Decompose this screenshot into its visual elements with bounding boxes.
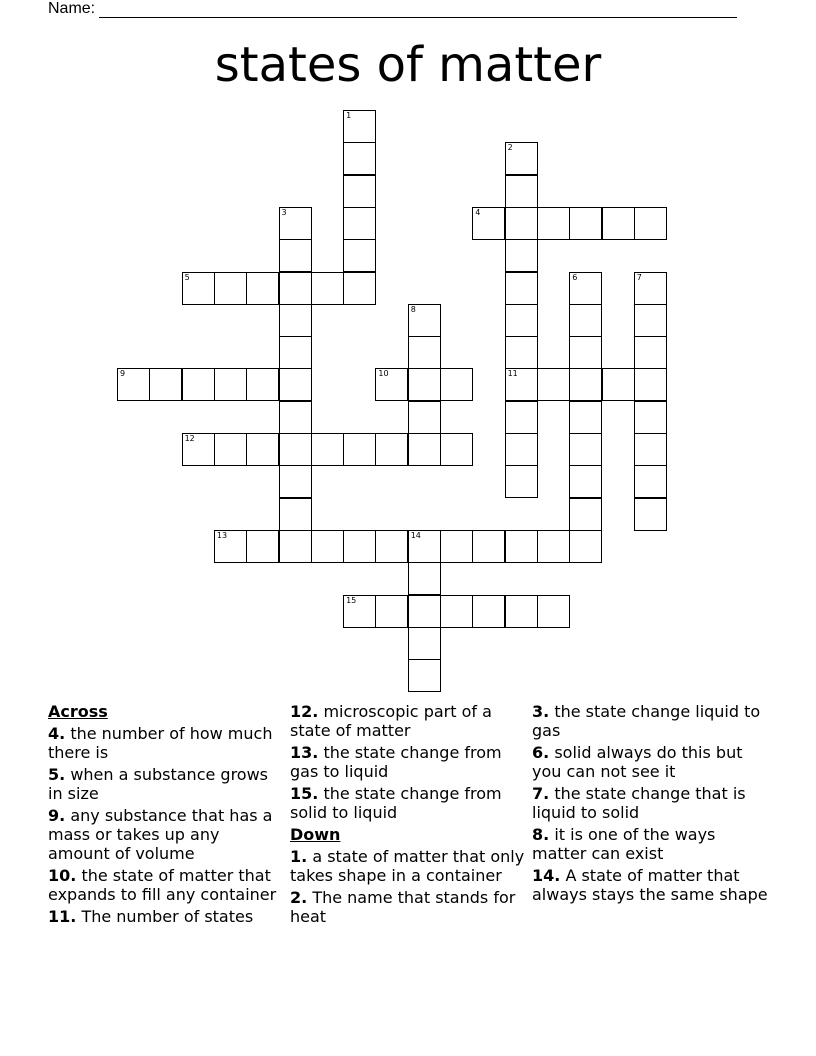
grid-cell[interactable] — [279, 336, 312, 369]
cell-number: 15 — [346, 595, 357, 605]
clue-across-11: 11. The number of states — [48, 907, 254, 926]
cell-number: 9 — [120, 369, 126, 379]
clue-across-13: 13. the state change from gas to liquid — [290, 743, 502, 781]
grid-cell[interactable] — [569, 401, 602, 434]
grid-cell[interactable] — [569, 530, 602, 563]
grid-cell[interactable] — [505, 401, 538, 434]
grid-cell[interactable] — [279, 401, 312, 434]
clues-column-1 — [48, 702, 286, 929]
grid-cell[interactable] — [569, 465, 602, 498]
grid-cell[interactable] — [472, 530, 505, 563]
grid-cell[interactable] — [634, 272, 667, 305]
grid-cell[interactable] — [505, 207, 538, 240]
cell-number: 12 — [184, 434, 195, 443]
grid-cell[interactable] — [408, 368, 441, 401]
grid-cell[interactable] — [375, 595, 408, 628]
grid-cell[interactable] — [375, 368, 408, 401]
clue-across-12: 12. microscopic part of a state of matter — [290, 702, 492, 740]
cell-number: 3 — [281, 207, 287, 217]
cell-number: 4 — [475, 207, 481, 217]
across-heading: Across — [48, 702, 108, 721]
grid-cell[interactable] — [343, 239, 376, 272]
grid-cell[interactable] — [246, 433, 279, 466]
grid-cell[interactable] — [408, 627, 441, 660]
cell-number: 5 — [184, 272, 190, 282]
cell-number: 7 — [636, 272, 642, 282]
grid-cell[interactable] — [279, 272, 312, 305]
cell-number: 8 — [410, 304, 416, 314]
grid-cell[interactable] — [408, 304, 441, 337]
grid-cell[interactable] — [343, 530, 376, 563]
grid-cell[interactable] — [505, 272, 538, 305]
grid-cell[interactable] — [343, 272, 376, 305]
grid-cell[interactable] — [634, 433, 667, 466]
grid-cell[interactable] — [472, 207, 505, 240]
clue-across-9: 9. any substance that has a mass or takes up any amount of volume — [48, 806, 273, 863]
grid-cell[interactable] — [343, 175, 376, 208]
grid-cell[interactable] — [569, 368, 602, 401]
grid-cell[interactable] — [505, 142, 538, 175]
grid-cell[interactable] — [537, 207, 570, 240]
grid-cell[interactable] — [408, 562, 441, 595]
clue-down-14: 14. A state of matter that always stays the same shape — [532, 866, 768, 904]
grid-cell[interactable] — [505, 595, 538, 628]
clue-across-4: 4. the number of how much there is — [48, 724, 273, 762]
grid-cell[interactable] — [182, 433, 215, 466]
grid-cell[interactable] — [375, 530, 408, 563]
grid-cell[interactable] — [634, 304, 667, 337]
grid-cell[interactable] — [505, 465, 538, 498]
grid-cell[interactable] — [569, 272, 602, 305]
grid-cell[interactable] — [343, 595, 376, 628]
grid-cell[interactable] — [117, 368, 150, 401]
name-blank-line[interactable] — [99, 3, 737, 18]
grid-cell[interactable] — [408, 433, 441, 466]
cell-number: 14 — [410, 530, 421, 540]
grid-cell[interactable] — [440, 530, 473, 563]
down-heading: Down — [290, 825, 341, 844]
grid-cell[interactable] — [343, 110, 376, 143]
grid-cell[interactable] — [246, 530, 279, 563]
grid-cell[interactable] — [569, 498, 602, 531]
grid-cell[interactable] — [408, 336, 441, 369]
clue-down-8: 8. it is one of the ways matter can exist — [532, 825, 716, 863]
grid-cell[interactable] — [537, 530, 570, 563]
name-field[interactable] — [48, 0, 737, 18]
grid-cell[interactable] — [537, 368, 570, 401]
grid-cell[interactable] — [569, 336, 602, 369]
grid-cell[interactable] — [408, 659, 441, 692]
grid-cell[interactable] — [149, 368, 182, 401]
clue-down-1: 1. a state of matter that only takes shape in a container — [290, 847, 525, 885]
grid-cell[interactable] — [214, 433, 247, 466]
grid-cell[interactable] — [602, 368, 635, 401]
grid-cell[interactable] — [634, 368, 667, 401]
cell-number: 6 — [572, 272, 578, 282]
grid-cell[interactable] — [569, 304, 602, 337]
cell-number: 13 — [216, 530, 228, 540]
grid-cell[interactable] — [634, 498, 667, 531]
grid-cell[interactable] — [279, 304, 312, 337]
grid-cell[interactable] — [311, 530, 344, 563]
grid-cell[interactable] — [440, 368, 473, 401]
grid-cell[interactable] — [505, 239, 538, 272]
grid-cell[interactable] — [311, 433, 344, 466]
clue-across-10: 10. the state of matter that expands to fill any container — [48, 866, 277, 904]
grid-cell[interactable] — [505, 304, 538, 337]
grid-cell[interactable] — [311, 272, 344, 305]
clue-down-7: 7. the state change that is liquid to solid — [532, 784, 746, 822]
clue-down-3: 3. the state change liquid to gas — [532, 702, 761, 740]
grid-cell[interactable] — [343, 207, 376, 240]
grid-cell[interactable] — [182, 368, 215, 401]
clue-down-2: 2. The name that stands for heat — [290, 888, 516, 926]
grid-cell[interactable] — [569, 207, 602, 240]
grid-cell[interactable] — [505, 530, 538, 563]
grid-cell[interactable] — [375, 433, 408, 466]
cell-number: 2 — [507, 143, 513, 153]
name-label: Name: — [48, 0, 96, 17]
grid-cell[interactable] — [279, 498, 312, 531]
grid-cell[interactable] — [602, 207, 635, 240]
clues-column-2 — [290, 702, 528, 929]
clues-column-3 — [532, 702, 770, 907]
grid-cell[interactable] — [634, 401, 667, 434]
grid-cell[interactable] — [408, 401, 441, 434]
grid-cell[interactable] — [279, 530, 312, 563]
grid-cell[interactable] — [343, 433, 376, 466]
grid-cell[interactable] — [634, 336, 667, 369]
grid-cell[interactable] — [279, 207, 312, 240]
grid-cell[interactable] — [440, 595, 473, 628]
grid-cell[interactable] — [246, 368, 279, 401]
grid-cell[interactable] — [214, 530, 247, 563]
grid-cell[interactable] — [505, 368, 538, 401]
grid-cell[interactable] — [537, 595, 570, 628]
grid-cell[interactable] — [246, 272, 279, 305]
grid-cell[interactable] — [634, 207, 667, 240]
cell-number: 10 — [378, 369, 389, 379]
clue-down-6: 6. solid always do this but you can not see it — [532, 743, 743, 781]
grid-cell[interactable] — [182, 272, 215, 305]
grid-cell[interactable] — [472, 595, 505, 628]
grid-cell[interactable] — [279, 465, 312, 498]
grid-cell[interactable] — [505, 336, 538, 369]
grid-cell[interactable] — [279, 433, 312, 466]
grid-cell[interactable] — [343, 142, 376, 175]
clue-across-15: 15. the state change from solid to liquid — [290, 784, 502, 822]
grid-cell[interactable] — [569, 433, 602, 466]
grid-cell[interactable] — [505, 433, 538, 466]
puzzle-title: states of matter — [214, 37, 602, 93]
grid-cell[interactable] — [440, 433, 473, 466]
grid-cell[interactable] — [214, 272, 247, 305]
cell-number: 1 — [346, 111, 352, 120]
grid-cell[interactable] — [505, 175, 538, 208]
grid-cell[interactable] — [279, 239, 312, 272]
clue-across-5: 5. when a substance grows in size — [48, 765, 269, 803]
grid-cell[interactable] — [279, 368, 312, 401]
cell-number: 11 — [507, 369, 518, 379]
grid-cell[interactable] — [408, 530, 441, 563]
grid-cell[interactable] — [634, 465, 667, 498]
grid-cell[interactable] — [408, 595, 441, 628]
grid-cell[interactable] — [214, 368, 247, 401]
